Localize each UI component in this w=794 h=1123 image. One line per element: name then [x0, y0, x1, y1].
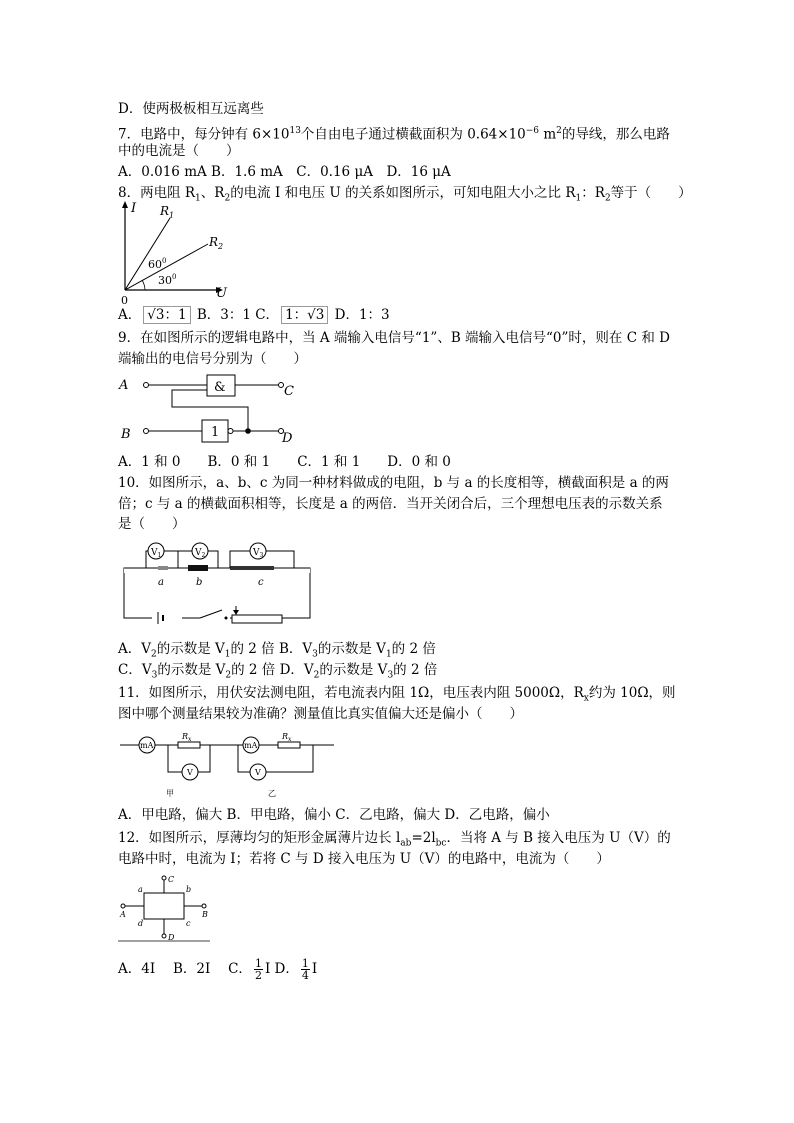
y-axis-arrow	[122, 201, 128, 208]
q10-options-ab: A．$V_2$的示数是 $V_1$的 2 倍 B．$V_3$的示数是 $V_1$的 2 倍	[118, 641, 436, 660]
right-ammeter-label: mA	[244, 741, 258, 750]
q7-options: A．0.016 mA B．1.6 mA C．0.16 μA D．16 μA	[118, 164, 451, 180]
q10-stem-line3: 是（ ）	[118, 516, 186, 532]
output-d-label: D	[282, 431, 293, 445]
q8-iu-graph	[112, 198, 242, 306]
not-gate-bubble	[228, 429, 233, 434]
rheostat-slider	[233, 610, 239, 615]
v2-label: $V_2$	[195, 548, 206, 559]
r1-label: $R_1$	[160, 204, 175, 220]
q10-stem-line2: 倍；c 与 a 的横截面积相等，长度是 a 的两倍．当开关闭合后，三个理想电压表的示数关系	[118, 496, 663, 512]
q9-stem: 9．在如图所示的逻辑电路中，当 A 端输入电信号“1”、B 端输入电信号“0”时，则在 C 和 D	[118, 330, 670, 346]
left-voltmeter-label: V	[187, 768, 193, 777]
q11-stem: 11．如图所示，用伏安法测电阻，若电流表内阻 1Ω，电压表内阻 5000Ω，$R_x$约为 10Ω，则	[118, 685, 676, 704]
q6-option-d: D．使两极板相互远离些	[118, 101, 264, 117]
terminal-a-label: A	[120, 910, 126, 919]
left-circuit-label: 甲	[166, 789, 174, 798]
q8-options: A． √3：1 B．3：1 C． 1：√3 D．1：3	[118, 307, 390, 323]
q11-circuits	[118, 728, 338, 800]
q7-stem: 7．电路中，每分钟有 $6\times 10^{13}$个自由电子通过横截面积为 $0.64\times 10^{-6}$ $m^2$的导线，那么电路	[118, 126, 670, 143]
origin-label: 0	[121, 294, 128, 306]
input-a-label: A	[119, 378, 129, 393]
resistor-c	[230, 566, 274, 570]
q10-stem: 10．如图所示，a、b、c 为同一种材料做成的电阻，b 与 a 的长度相等，横截面积是 a 的两	[118, 475, 669, 491]
and-gate-symbol: &	[214, 380, 226, 395]
left-rx-label: $R_x$	[182, 732, 192, 743]
label-a: a	[158, 577, 164, 588]
output-c-label: C	[284, 384, 294, 399]
output-c-terminal	[279, 383, 284, 388]
terminal-c	[162, 876, 166, 880]
junction-dot	[245, 428, 251, 434]
main-loop	[124, 568, 310, 618]
q8-stem: 8．两电阻 $R_1$、$R_2$的电流 I 和电压 U 的关系如图所示，可知电阻大小之比 $R_1$：$R_2$等于（ ）	[118, 185, 692, 204]
not-gate-symbol: 1	[211, 425, 220, 440]
angle-arc	[142, 280, 145, 290]
q9-logic-circuit	[115, 370, 305, 445]
terminal-b	[202, 904, 206, 908]
label-c: c	[258, 577, 264, 588]
q9-options: A．1 和 0 B．0 和 1 C．1 和 1 D．0 和 0	[118, 454, 451, 470]
q12-stem-line2: 电路中时，电流为 I；若将 C 与 D 接入电压为 U（V）的电路中，电流为（ ）	[118, 851, 610, 867]
resistor-a	[158, 566, 168, 570]
right-circuit-label: 乙	[268, 789, 276, 798]
q11-options: A．甲电路，偏大 B．甲电路，偏小 C．乙电路，偏大 D．乙电路，偏小	[118, 807, 550, 823]
r2-label: $R_2$	[209, 235, 224, 251]
terminal-d	[162, 934, 166, 938]
input-b-label: B	[121, 427, 131, 442]
corner-c-label: c	[186, 919, 191, 928]
angle-60-label: $60^0$	[148, 257, 167, 271]
q7-stem-line2: 中的电流是（ ）	[118, 143, 240, 159]
x-axis-label: U	[216, 286, 227, 301]
resistor-b	[188, 565, 208, 571]
corner-d-label: d	[138, 919, 144, 928]
rheostat	[232, 615, 282, 623]
terminal-d-label: D	[168, 933, 175, 942]
left-ammeter-label: mA	[140, 741, 154, 750]
y-axis-label: I	[131, 201, 137, 216]
right-rx-label: $R_x$	[282, 732, 292, 743]
angle-30-label: $30^0$	[158, 273, 177, 287]
metal-plate	[144, 893, 184, 919]
fraction-quarter: $\frac{1}{4}$	[301, 957, 309, 982]
q12-options: A．4I B．2I C． $\frac{1}{2}$ I D． $\frac{1}{4}$ I	[118, 957, 318, 982]
corner-b-label: b	[186, 885, 192, 894]
v3-label: $V_3$	[253, 548, 264, 559]
fraction-half: $\frac{1}{2}$	[254, 957, 262, 982]
input-a-terminal	[144, 383, 149, 388]
label-b: b	[196, 577, 203, 588]
terminal-a	[121, 904, 125, 908]
right-voltmeter-label: V	[255, 768, 261, 777]
q9-stem-line2: 端输出的电信号分别为（ ）	[118, 351, 307, 367]
v1-label: $V_1$	[151, 548, 162, 559]
input-b-terminal	[144, 429, 149, 434]
q11-stem-line2: 图中哪个测量结果较为准确？测量值比真实值偏大还是偏小（ ）	[118, 706, 523, 722]
q10-options-cd: C．$V_3$的示数是 $V_2$的 2 倍 D．$V_2$的示数是 $V_3$的 2 倍	[118, 662, 438, 681]
q10-circuit	[118, 538, 318, 633]
corner-a-label: a	[138, 885, 143, 894]
q12-metal-plate	[118, 873, 213, 945]
terminal-c-label: C	[168, 875, 175, 884]
terminal-b-label: B	[202, 910, 208, 919]
q12-stem: 12．如图所示，厚薄均匀的矩形金属薄片边长 $l_{ab}=2l_{bc}$．当将 A 与 B 接入电压为 U（V）的	[118, 830, 671, 849]
